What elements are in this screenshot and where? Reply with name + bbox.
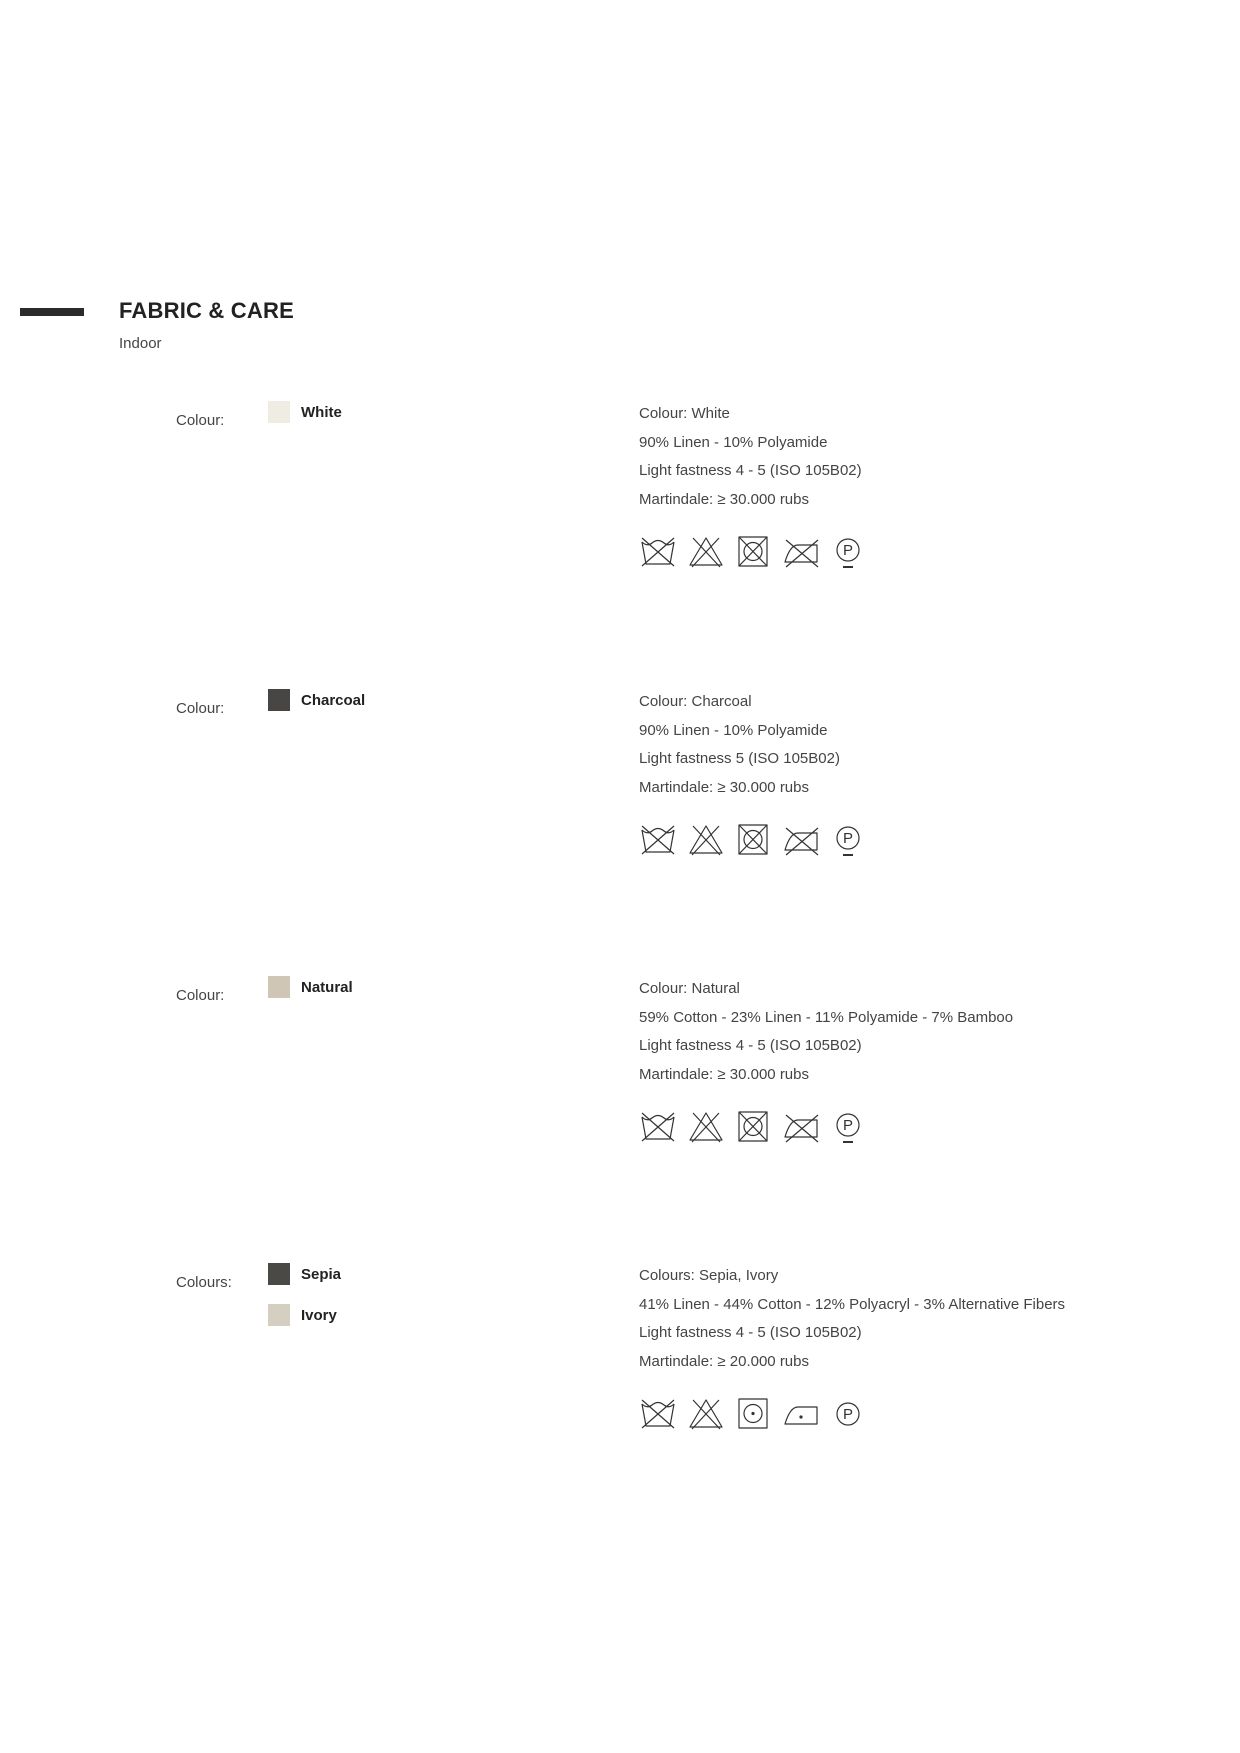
spec-list [639, 975, 1013, 1090]
swatch-row [268, 1303, 337, 1327]
spec-colour: Colour: White [639, 405, 730, 422]
dry-clean-p-gentle-icon [829, 822, 867, 858]
spec-colour: Colours: Sepia, Ivory [639, 1267, 779, 1284]
colour-label: Colour: [176, 412, 225, 429]
dry-clean-p-gentle-icon [829, 1109, 867, 1145]
colour-label: Colour: [176, 700, 225, 717]
do-not-tumble-dry-icon [734, 822, 772, 858]
colour-swatch [268, 1304, 290, 1326]
swatch-name: Natural [301, 978, 353, 996]
fabric-section-sepia-ivory [0, 1262, 1240, 1482]
iron-low-icon [782, 1396, 820, 1432]
spec-composition: 90% Linen - 10% Polyamide [639, 433, 828, 451]
spec-martindale: Martindale: ≥ 20.000 rubs [639, 1353, 809, 1371]
swatch-row [268, 1262, 341, 1286]
spec-light-fastness: Light fastness 5 (ISO 105B02) [639, 750, 840, 768]
spec-composition: 90% Linen - 10% Polyamide [639, 721, 828, 739]
spec-martindale: Martindale: ≥ 30.000 rubs [639, 779, 809, 797]
swatch-name: Charcoal [301, 691, 366, 709]
colour-swatch [268, 401, 290, 423]
spec-list [639, 1262, 1065, 1377]
swatch-name: Sepia [301, 1265, 342, 1283]
colour-label: Colours: [176, 1274, 232, 1291]
do-not-iron-icon [782, 1109, 820, 1145]
page-subtitle: Indoor [119, 335, 162, 352]
spec-light-fastness: Light fastness 4 - 5 (ISO 105B02) [639, 462, 862, 480]
swatch-name: White [301, 403, 342, 421]
svg-text:P: P [842, 1406, 854, 1423]
spec-light-fastness: Light fastness 4 - 5 (ISO 105B02) [639, 1324, 862, 1342]
do-not-wash-icon [639, 534, 677, 570]
swatch-name: Ivory [301, 1306, 337, 1324]
spec-list [639, 400, 862, 515]
svg-text:P: P [842, 542, 854, 559]
colour-swatch [268, 689, 290, 711]
do-not-wash-icon [639, 1109, 677, 1145]
fabric-section-white [0, 400, 1240, 620]
do-not-tumble-dry-icon [734, 1109, 772, 1145]
care-icons [639, 1109, 877, 1145]
spec-composition: 41% Linen - 44% Cotton - 12% Polyacryl - 3% Alternative Fibers [639, 1295, 1066, 1313]
spec-colour: Colour: Charcoal [639, 693, 752, 710]
do-not-bleach-icon [687, 822, 725, 858]
fabric-section-charcoal [0, 688, 1240, 908]
care-icons [639, 1396, 877, 1432]
spec-light-fastness: Light fastness 4 - 5 (ISO 105B02) [639, 1037, 862, 1055]
colour-swatch [268, 1263, 290, 1285]
colour-label: Colour: [176, 987, 225, 1004]
spec-colour: Colour: Natural [639, 980, 740, 997]
accent-bar [20, 308, 84, 316]
fabric-section-natural [0, 975, 1240, 1195]
spec-martindale: Martindale: ≥ 30.000 rubs [639, 1066, 809, 1084]
do-not-iron-icon [782, 822, 820, 858]
swatch-row [268, 400, 342, 424]
care-icons [639, 822, 877, 858]
do-not-bleach-icon [687, 534, 725, 570]
swatch-row [268, 688, 365, 712]
do-not-wash-icon [639, 822, 677, 858]
spec-list [639, 688, 840, 803]
spec-composition: 59% Cotton - 23% Linen - 11% Polyamide - 7% Bamboo [639, 1008, 1014, 1026]
svg-text:P: P [842, 1117, 854, 1134]
care-icons [639, 534, 877, 570]
dry-clean-p-icon [829, 1396, 867, 1432]
svg-text:P: P [842, 830, 854, 847]
do-not-bleach-icon [687, 1396, 725, 1432]
do-not-wash-icon [639, 1396, 677, 1432]
tumble-dry-low-icon [734, 1396, 772, 1432]
do-not-iron-icon [782, 534, 820, 570]
do-not-bleach-icon [687, 1109, 725, 1145]
dry-clean-p-gentle-icon [829, 534, 867, 570]
spec-martindale: Martindale: ≥ 30.000 rubs [639, 491, 809, 509]
colour-swatch [268, 976, 290, 998]
do-not-tumble-dry-icon [734, 534, 772, 570]
swatch-row [268, 975, 353, 999]
page-title: FABRIC & CARE [119, 298, 294, 323]
